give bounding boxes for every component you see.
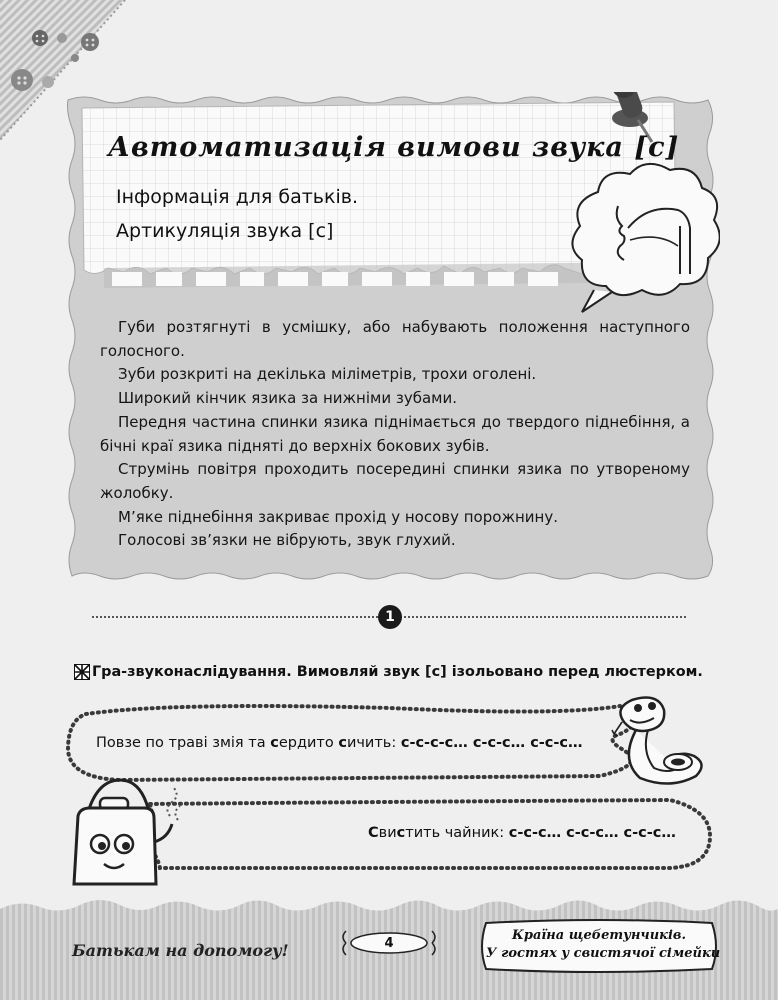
- exercise-number-badge: 1: [378, 605, 402, 629]
- exercise-instruction: Гра-звуконаслідування. Вимовляй звук [с] ізольовано перед люстерком.: [92, 664, 703, 680]
- snake-letter: с: [338, 735, 347, 751]
- checkered-square-icon: [74, 664, 90, 680]
- kettle-sound: с-с-с… с-с-с… с-с-с…: [508, 825, 676, 841]
- snake-text: ичить:: [346, 735, 401, 751]
- kettle-illustration: [68, 772, 188, 892]
- description-paragraph: Губи розтягнуті в усмішку, або набувають положення наступного голосного.: [100, 318, 690, 360]
- snake-illustration: [610, 690, 710, 790]
- description-paragraph: Широкий кінчик язика за нижніми зубами.: [118, 389, 457, 408]
- articulation-heading: Артикуляція звука [с]: [116, 220, 334, 242]
- articulation-description: [100, 316, 690, 553]
- snake-text: ердито: [278, 735, 339, 751]
- snake-text: Повзе по траві змія та: [96, 735, 271, 751]
- page-number: 4: [384, 936, 394, 951]
- page-title: Автоматизація вимови звука [с]: [108, 132, 680, 163]
- kettle-sentence: [368, 825, 676, 841]
- description-paragraph: Зуби розкриті на декілька міліметрів, трохи оголені.: [118, 365, 537, 384]
- description-paragraph: Голосові зв’язки не вібрують, звук глухий.: [118, 531, 456, 550]
- kettle-letter: С: [368, 825, 379, 841]
- description-paragraph: Передня частина спинки язика піднімається до твердого піднебіння, а бічні краї язика підняті до верхніх бокових зубів.: [100, 412, 690, 455]
- kettle-letter: с: [396, 825, 406, 841]
- snake-sentence: [96, 735, 583, 751]
- footer-book-subtitle: У гостях у свистячої сімейки: [486, 946, 721, 961]
- footer-series-title: Батькам на допомогу!: [72, 941, 289, 960]
- description-paragraph: М’яке піднебіння закриває прохід у носову порожнину.: [118, 507, 558, 526]
- kettle-text: тить чайник:: [405, 825, 509, 841]
- snake-letter: с: [270, 735, 279, 751]
- footer-book-title: Країна щебетунчиків.: [512, 928, 686, 943]
- info-for-parents-heading: Інформація для батьків.: [116, 186, 358, 208]
- kettle-text: ви: [378, 825, 397, 841]
- description-paragraph: Струмінь повітря проходить посередині спинки язика по утвореному жолобку.: [100, 460, 690, 502]
- snake-sound: с-с-с-с… с-с-с… с-с-с…: [400, 735, 583, 751]
